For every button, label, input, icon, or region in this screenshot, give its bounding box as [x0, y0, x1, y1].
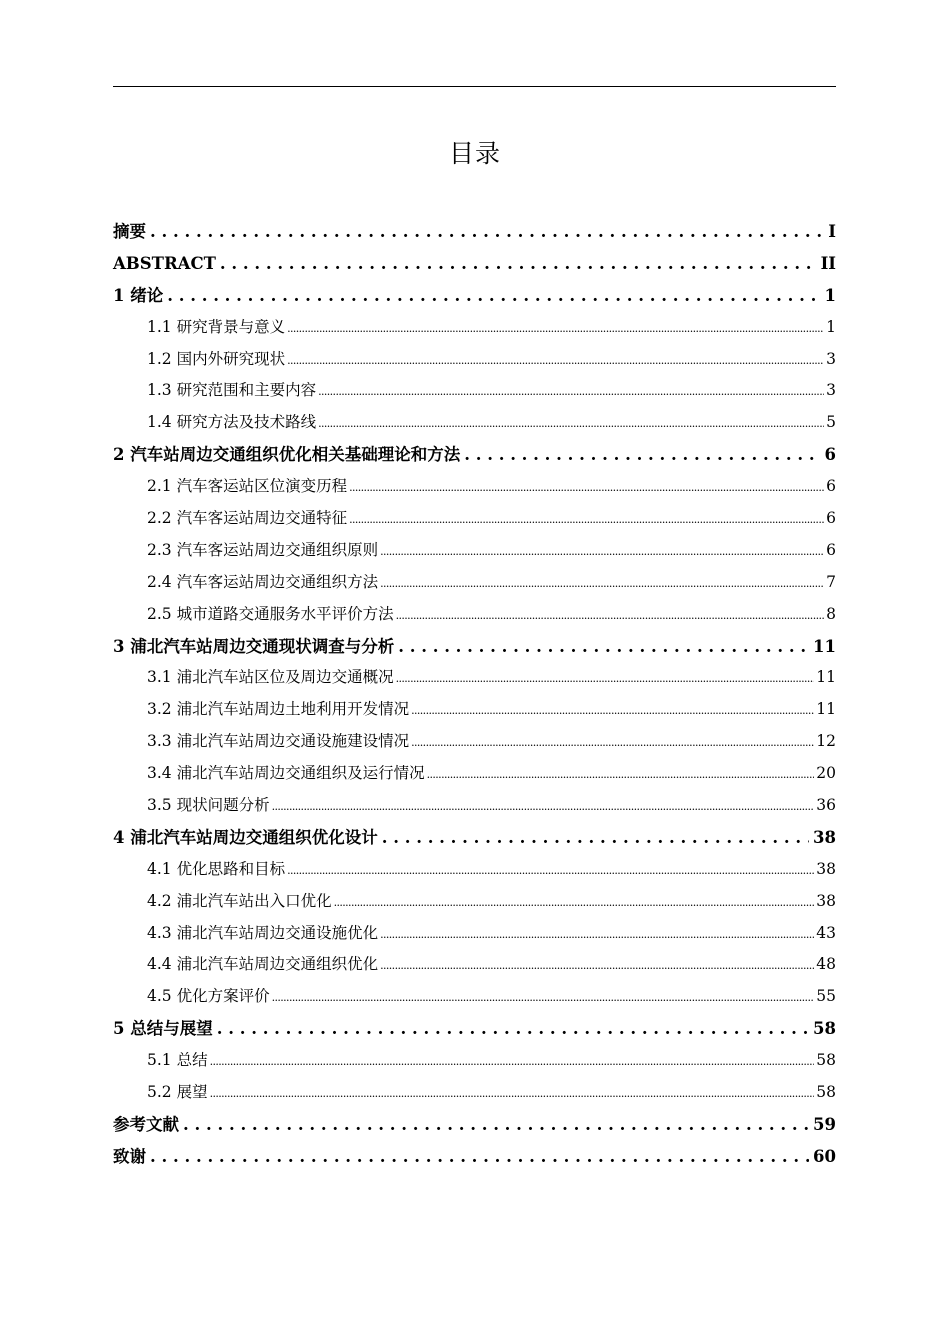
toc-dot-leader — [382, 822, 809, 854]
toc-entry-section[interactable] — [113, 854, 836, 886]
toc-entry-label: 3 浦北汽车站周边交通现状调查与分析 — [113, 636, 395, 656]
toc-entry-label: 1.3 研究范围和主要内容 — [147, 381, 317, 400]
toc-entry-page-number: 11 — [813, 636, 836, 656]
toc-entry-page-number: 38 — [816, 891, 836, 910]
toc-dot-leader — [380, 568, 824, 600]
toc-dot-leader — [464, 439, 820, 471]
toc-entry-section[interactable] — [113, 599, 836, 631]
toc-entry-page-number: 1 — [824, 285, 836, 305]
toc-entry-label: 2.1 汽车客运站区位演变历程 — [147, 477, 348, 496]
toc-entry-label: 1.1 研究背景与意义 — [147, 317, 286, 336]
toc-entry-section[interactable] — [113, 567, 836, 599]
toc-entry-page-number: 38 — [816, 859, 836, 878]
toc-entry-label: ABSTRACT — [113, 253, 216, 273]
toc-dot-leader — [210, 1046, 815, 1078]
toc-entry-page-number: 36 — [816, 796, 836, 815]
toc-entry-chapter[interactable] — [113, 1013, 836, 1045]
toc-entry-page-number: 8 — [826, 604, 836, 623]
toc-dot-leader — [287, 313, 824, 345]
toc-entry-section[interactable] — [113, 886, 836, 918]
toc-entry-label: 4.3 浦北汽车站周边交通设施优化 — [147, 923, 379, 942]
toc-entry-label: 3.3 浦北汽车站周边交通设施建设情况 — [147, 732, 410, 751]
toc-dot-leader — [287, 345, 824, 377]
toc-entry-section[interactable] — [113, 375, 836, 407]
toc-dot-leader — [183, 1109, 809, 1141]
toc-entry-page-number: 11 — [816, 700, 836, 719]
toc-entry-page-number: 3 — [826, 349, 836, 368]
toc-entry-chapter[interactable] — [113, 1109, 836, 1141]
toc-entry-label: 4.2 浦北汽车站出入口优化 — [147, 891, 332, 910]
toc-entry-chapter[interactable] — [113, 439, 836, 471]
toc-entry-label: 1.4 研究方法及技术路线 — [147, 413, 317, 432]
toc-entry-section[interactable] — [113, 312, 836, 344]
table-of-contents — [113, 216, 836, 1173]
toc-entry-label: 2.3 汽车客运站周边交通组织原则 — [147, 540, 379, 559]
header-rule — [113, 86, 836, 87]
toc-entry-section[interactable] — [113, 1077, 836, 1109]
toc-entry-section[interactable] — [113, 726, 836, 758]
toc-dot-leader — [318, 376, 824, 408]
toc-entry-label: 4.4 浦北汽车站周边交通组织优化 — [147, 955, 379, 974]
toc-dot-leader — [287, 855, 814, 887]
toc-entry-page-number: 55 — [816, 987, 836, 1006]
toc-entry-label: 致谢 — [113, 1146, 146, 1166]
toc-entry-chapter[interactable] — [113, 280, 836, 312]
toc-dot-leader — [167, 280, 820, 312]
toc-entry-chapter[interactable] — [113, 1141, 836, 1173]
toc-dot-leader — [318, 408, 824, 440]
toc-entry-section[interactable] — [113, 758, 836, 790]
toc-dot-leader — [380, 950, 814, 982]
toc-entry-page-number: 58 — [816, 1083, 836, 1102]
toc-entry-page-number: 6 — [824, 445, 836, 465]
toc-entry-page-number: II — [820, 253, 836, 273]
toc-entry-section[interactable] — [113, 949, 836, 981]
toc-entry-chapter[interactable] — [113, 822, 836, 854]
toc-entry-section[interactable] — [113, 471, 836, 503]
toc-entry-section[interactable] — [113, 694, 836, 726]
toc-entry-page-number: 59 — [813, 1114, 836, 1134]
toc-entry-label: 5.1 总结 — [147, 1051, 208, 1070]
toc-entry-page-number: 6 — [826, 509, 836, 528]
toc-entry-page-number: 12 — [816, 732, 836, 751]
toc-dot-leader — [411, 695, 814, 727]
toc-entry-page-number: 11 — [816, 668, 836, 687]
toc-entry-page-number: I — [828, 222, 836, 241]
toc-entry-label: 1 绪论 — [113, 285, 164, 305]
toc-entry-label: 4.1 优化思路和目标 — [147, 859, 286, 878]
toc-entry-page-number: 58 — [816, 1051, 836, 1070]
toc-entry-label: 5.2 展望 — [147, 1083, 208, 1102]
toc-entry-label: 2.2 汽车客运站周边交通特征 — [147, 509, 348, 528]
toc-entry-label: 3.1 浦北汽车站区位及周边交通概况 — [147, 668, 394, 687]
toc-entry-section[interactable] — [113, 662, 836, 694]
toc-entry-chapter[interactable] — [113, 248, 836, 280]
toc-entry-section[interactable] — [113, 535, 836, 567]
toc-entry-page-number: 60 — [813, 1146, 836, 1166]
toc-entry-section[interactable] — [113, 503, 836, 535]
toc-dot-leader — [349, 472, 824, 504]
toc-entry-chapter[interactable] — [113, 216, 836, 248]
toc-entry-label: 2 汽车站周边交通组织优化相关基础理论和方法 — [113, 445, 461, 465]
toc-entry-section[interactable] — [113, 790, 836, 822]
toc-dot-leader — [396, 663, 815, 695]
toc-entry-chapter[interactable] — [113, 631, 836, 663]
toc-dot-leader — [380, 919, 814, 951]
toc-entry-label: 4.5 优化方案评价 — [147, 987, 270, 1006]
toc-entry-label: 5 总结与展望 — [113, 1019, 213, 1039]
toc-dot-leader — [398, 631, 809, 663]
toc-entry-section[interactable] — [113, 981, 836, 1013]
toc-entry-page-number: 43 — [816, 923, 836, 942]
toc-entry-page-number: 7 — [826, 572, 836, 591]
toc-entry-label: 4 浦北汽车站周边交通组织优化设计 — [113, 827, 378, 847]
toc-entry-label: 3.4 浦北汽车站周边交通组织及运行情况 — [147, 764, 425, 783]
toc-entry-label: 2.4 汽车客运站周边交通组织方法 — [147, 572, 379, 591]
toc-dot-leader — [220, 248, 817, 280]
toc-dot-leader — [396, 600, 824, 632]
toc-entry-section[interactable] — [113, 344, 836, 376]
toc-dot-leader — [349, 504, 824, 536]
toc-dot-leader — [427, 759, 815, 791]
toc-entry-page-number: 48 — [816, 955, 836, 974]
toc-entry-section[interactable] — [113, 1045, 836, 1077]
toc-dot-leader — [272, 791, 815, 823]
toc-entry-label: 1.2 国内外研究现状 — [147, 349, 286, 368]
toc-entry-page-number: 5 — [826, 413, 836, 432]
toc-entry-section[interactable] — [113, 918, 836, 950]
toc-dot-leader — [210, 1078, 815, 1110]
toc-entry-section[interactable] — [113, 407, 836, 439]
toc-entry-page-number: 6 — [826, 477, 836, 496]
toc-dot-leader — [380, 536, 824, 568]
toc-dot-leader — [217, 1013, 809, 1045]
toc-dot-leader — [411, 727, 814, 759]
toc-entry-label: 3.5 现状问题分析 — [147, 796, 270, 815]
toc-entry-label: 摘要 — [113, 222, 146, 241]
toc-entry-label: 参考文献 — [113, 1114, 179, 1134]
toc-dot-leader — [334, 887, 815, 919]
toc-dot-leader — [150, 216, 822, 248]
toc-dot-leader — [272, 982, 815, 1014]
toc-entry-page-number: 58 — [813, 1019, 836, 1039]
toc-entry-page-number: 20 — [816, 764, 836, 783]
toc-entry-label: 3.2 浦北汽车站周边土地利用开发情况 — [147, 700, 410, 719]
toc-entry-page-number: 1 — [826, 317, 836, 336]
toc-entry-page-number: 3 — [826, 381, 836, 400]
toc-dot-leader — [150, 1141, 809, 1173]
toc-entry-label: 2.5 城市道路交通服务水平评价方法 — [147, 604, 394, 623]
toc-entry-page-number: 38 — [813, 827, 836, 847]
toc-entry-page-number: 6 — [826, 540, 836, 559]
page-title: 目录 — [448, 139, 501, 168]
